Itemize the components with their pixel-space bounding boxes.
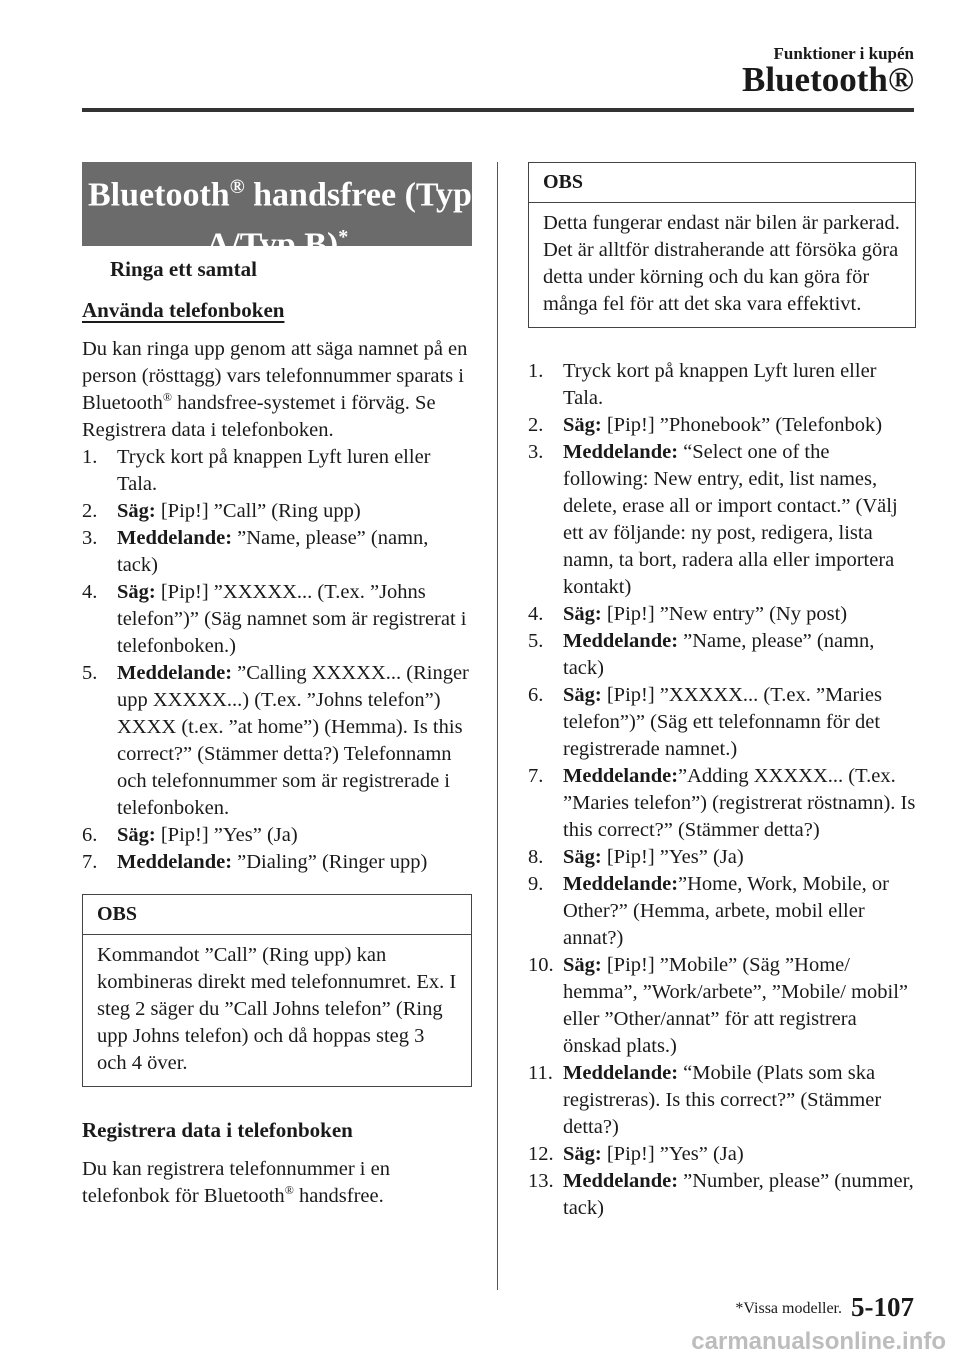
step-number: 3. — [528, 441, 544, 463]
right-column — [528, 162, 916, 1222]
step-text: [Pip!] ”Call” (Ring upp) — [155, 500, 361, 522]
step-label: Meddelande: — [117, 527, 233, 549]
title-part: Bluetooth — [88, 176, 230, 214]
title-reg-mark: ® — [229, 176, 245, 198]
step-text: ”Number, please” (nummer, tack) — [563, 1170, 914, 1219]
step-number: 5. — [82, 662, 98, 684]
step-label: Meddelande: — [117, 851, 233, 873]
left-steps-list — [82, 444, 472, 876]
step-number: 2. — [528, 414, 544, 436]
step-number: 5. — [528, 630, 544, 652]
step-label: Säg: — [117, 581, 156, 603]
obs-warning-box — [528, 162, 916, 328]
step-item — [82, 444, 472, 498]
step-item — [528, 844, 916, 871]
title-line-1 — [88, 166, 472, 216]
step-text: “Select one of the following: New entry, edit, list names, delete, erase all or import contact.” (Välj ett av följande: ny post, redigera, lista namn, ta bort, radera alla eller importera kontakt) — [563, 441, 898, 598]
obs-text: Kommandot ”Call” (Ring upp) kan kombineras direkt med telefonnumret. Ex. I steg 2 säger du ”Call Johns telefon” (Ring upp Johns telefon) och då hoppas steg 3 och 4 över. — [97, 944, 457, 1074]
call-heading: Ringa ett samtal — [110, 257, 257, 281]
step-item — [82, 660, 472, 822]
step-number: 6. — [528, 684, 544, 706]
step-item — [82, 822, 472, 849]
register-text: handsfree. — [293, 1185, 384, 1207]
section-title-box — [82, 162, 472, 264]
step-text: [Pip!] ”Yes” (Ja) — [601, 1143, 744, 1165]
step-number: 10. — [528, 954, 554, 976]
header-rule — [82, 108, 914, 112]
reg-mark: ® — [284, 1183, 294, 1198]
obs-title: OBS — [83, 895, 471, 935]
step-item — [528, 601, 916, 628]
step-number: 2. — [82, 500, 98, 522]
intro-text: handsfree-systemet i förväg. Se Registrera data i telefonboken. — [82, 392, 436, 441]
step-text: Tryck kort på knappen Lyft luren eller Tala. — [117, 446, 431, 495]
watermark: carmanualsonline.info — [691, 1328, 946, 1355]
step-number: 1. — [82, 446, 98, 468]
step-label: Meddelande: — [563, 765, 679, 787]
step-text: [Pip!] ”Phonebook” (Telefonbok) — [601, 414, 883, 436]
step-item — [528, 952, 916, 1060]
reg-mark: ® — [162, 390, 172, 405]
intro-paragraph — [82, 336, 472, 444]
step-text: [Pip!] ”XXXXX... (T.ex. ”Johns telefon”)” (Säg namnet som är registrerat i telefonboken.) — [117, 581, 467, 657]
step-number: 8. — [528, 846, 544, 868]
step-text: “Mobile (Plats som ska registreras). Is this correct?” (Stämmer detta?) — [563, 1062, 882, 1138]
step-label: Säg: — [563, 846, 602, 868]
subheading-phonebook: Använda telefonboken — [82, 298, 285, 322]
step-number: 9. — [528, 873, 544, 895]
title-star: * — [338, 226, 349, 249]
step-label: Säg: — [563, 954, 602, 976]
step-label: Säg: — [563, 414, 602, 436]
step-text: [Pip!] ”New entry” (Ny post) — [601, 603, 848, 625]
step-text: Tryck kort på knappen Lyft luren eller Tala. — [563, 360, 877, 409]
subheading-register: Registrera data i telefonboken — [82, 1118, 353, 1142]
step-label: Säg: — [117, 500, 156, 522]
page-header-section: Funktioner i kupén — [773, 44, 914, 63]
register-text: Du kan registrera telefonnummer i en telefonbok för Bluetooth — [82, 1158, 390, 1207]
step-label: Säg: — [563, 1143, 602, 1165]
step-number: 4. — [82, 581, 98, 603]
step-number: 3. — [82, 527, 98, 549]
step-item — [82, 498, 472, 525]
step-label: Meddelande: — [563, 1062, 679, 1084]
step-number: 13. — [528, 1170, 554, 1192]
step-label: Meddelande: — [563, 873, 679, 895]
step-number: 11. — [528, 1062, 553, 1084]
step-text: [Pip!] ”Mobile” (Säg ”Home/ hemma”, ”Work/arbete”, ”Mobile/ mobil” eller ”Other/annat” för att registrera önskad plats.) — [563, 954, 909, 1057]
step-label: Säg: — [563, 684, 602, 706]
step-item — [528, 1168, 916, 1222]
step-text: ”Calling XXXXX... (Ringer upp XXXXX...) (T.ex. ”Johns telefon”) XXXX (t.ex. ”at home”) (Hemma). Is this correct?” (Stämmer detta?) Telefonnamn och telefonnummer som är registrerade i telefonboken. — [117, 662, 469, 819]
intro-text: Du kan ringa upp genom att säga namnet på en person (rösttagg) vars telefonnummer sparats i Bluetooth — [82, 338, 468, 414]
column-divider — [497, 162, 498, 1290]
step-text: ”Dialing” (Ringer upp) — [232, 851, 428, 873]
step-item — [528, 412, 916, 439]
step-item — [82, 849, 472, 876]
step-item — [82, 579, 472, 660]
page-number: 5-107 — [851, 1292, 914, 1322]
step-item — [528, 439, 916, 601]
register-paragraph — [82, 1156, 472, 1210]
step-number: 7. — [528, 765, 544, 787]
obs-text: Detta fungerar endast när bilen är parkerad. Det är alltför distraherande att försöka göra detta under körning och du kan göra för många fel för att det ska vara effektivt. — [543, 212, 900, 315]
step-number: 4. — [528, 603, 544, 625]
step-text: [Pip!] ”Yes” (Ja) — [601, 846, 744, 868]
obs-title: OBS — [529, 163, 915, 203]
step-item — [82, 525, 472, 579]
step-label: Meddelande: — [563, 1170, 679, 1192]
step-item — [528, 763, 916, 844]
step-text: ”Name, please” (namn, tack) — [117, 527, 429, 576]
step-label: Säg: — [563, 603, 602, 625]
step-label: Meddelande: — [563, 630, 679, 652]
step-text: ”Home, Work, Mobile, or Other?” (Hemma, arbete, mobil eller annat?) — [563, 873, 889, 949]
step-number: 7. — [82, 851, 98, 873]
step-text: ”Name, please” (namn, tack) — [563, 630, 875, 679]
step-item — [528, 1060, 916, 1141]
page-header-title: Bluetooth® — [742, 60, 914, 99]
obs-note-box — [82, 894, 472, 1087]
title-part: handsfree (Typ — [244, 176, 472, 214]
step-item — [528, 1141, 916, 1168]
step-number: 12. — [528, 1143, 554, 1165]
right-steps-list — [528, 358, 916, 1222]
left-column — [82, 162, 472, 1210]
step-item — [528, 358, 916, 412]
step-item — [528, 628, 916, 682]
step-item — [528, 682, 916, 763]
step-label: Meddelande: — [117, 662, 233, 684]
step-text: ”Adding XXXXX... (T.ex. ”Maries telefon”) (registrerat röstnamn). Is this correct?” (Stämmer detta?) — [563, 765, 916, 841]
step-text: [Pip!] ”Yes” (Ja) — [155, 824, 298, 846]
title-part: A/Typ B) — [205, 226, 339, 264]
step-text: [Pip!] ”XXXXX... (T.ex. ”Maries telefon”)” (Säg ett telefonnamn för det registrerade namnet.) — [563, 684, 883, 760]
step-label: Säg: — [117, 824, 156, 846]
step-number: 6. — [82, 824, 98, 846]
step-label: Meddelande: — [563, 441, 679, 463]
step-number: 1. — [528, 360, 544, 382]
step-item — [528, 871, 916, 952]
footnote: *Vissa modeller. — [735, 1300, 842, 1317]
